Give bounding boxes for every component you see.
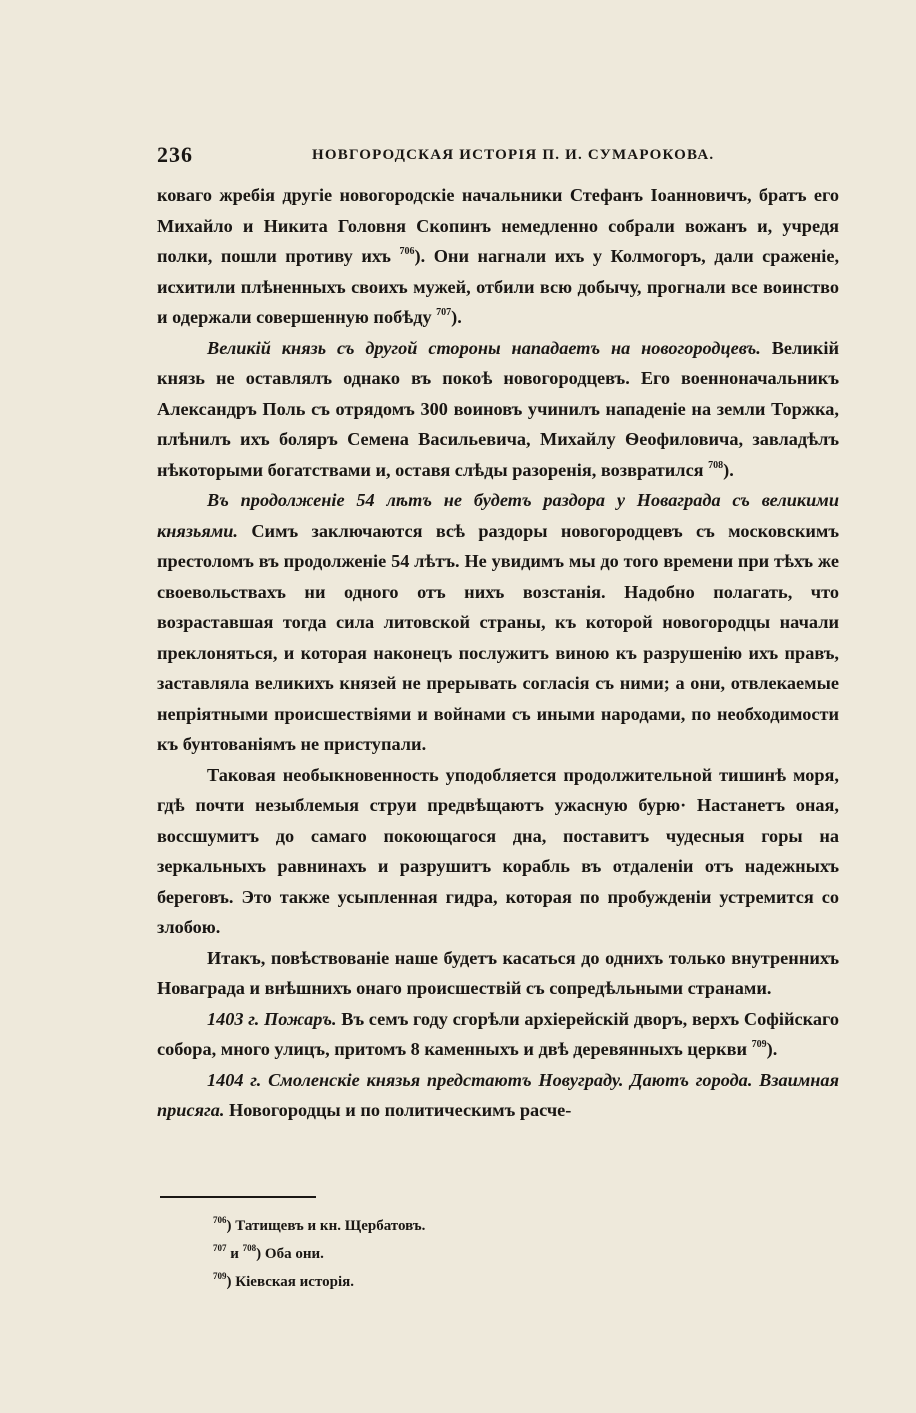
footnote-ref: 706: [399, 246, 415, 257]
paragraph-text: ).: [766, 1039, 778, 1059]
footnote-ref: 707: [436, 307, 452, 318]
paragraph-text: Въ семъ году сгорѣли архіерейскій дворъ, верхъ Софійскаго собора, много улицъ, притомъ 8 каменныхъ и двѣ деревянныхъ церкви: [157, 1008, 839, 1059]
paragraph-text: Таковая необыкновенность уподобляется продолжительной тишинѣ моря, гдѣ почти незыблемыя струи предвѣщаютъ ужасную бурю· Настанетъ оная, воссшумитъ до самаго покоющагося дна, поставитъ чудесныя горы на зеркальныхъ равнинахъ и разрушитъ корабль въ отдаленіи отъ надежныхъ береговъ. Это также усыпленная гидра, которая по пробужденіи устремится со злобою.: [157, 764, 839, 937]
footnote-mark: 708: [242, 1243, 257, 1253]
footnote: [213, 1268, 773, 1296]
paragraph-text: Новогородцы и по политическимъ расче-: [224, 1100, 572, 1120]
paragraph-text: Итакъ, повѣствованіе наше будетъ касаться до однихъ только внутреннихъ Новаграда и внѣшнихъ онаго происшествій съ сопредѣльными странами.: [157, 947, 839, 998]
footnote-ref: 709: [751, 1039, 767, 1050]
page-number: 236: [157, 142, 193, 167]
side-heading: 1404 г. Смоленскіе князья предстаютъ Новуграду. Даютъ города. Взаимная присяга.: [157, 1069, 839, 1120]
footnote-text: ) Татищевъ и кн. Щербатовъ.: [226, 1218, 426, 1234]
paragraph: [157, 1065, 839, 1126]
footnote: [213, 1240, 773, 1268]
footnote: [213, 1212, 773, 1240]
footnote-mark: 709: [213, 1271, 227, 1281]
paragraph: [157, 1004, 839, 1065]
paragraph: [157, 943, 839, 1004]
footnotes: [213, 1212, 773, 1296]
paragraph-text: ).: [451, 307, 462, 327]
page-header: [157, 142, 839, 168]
footnote-mark: 706: [213, 1215, 227, 1225]
paragraph-text: Симъ заключаются всѣ раздоры новогородцевъ съ московскимъ престоломъ въ продолженіе 54 лѣтъ. Не увидимъ мы до того времени при тѣхъ же своевольствахъ ни одного отъ нихъ возстанія. Надобно полагать, что возраставшая тогда сила литовской страны, къ которой новогородцы начали преклоняться, и которая наконецъ послужитъ виною къ разрушенію ихъ правъ, заставляла великихъ князей не прерывать согласія съ ними; а они, отвлекаемые непріятными происшествіями и войнами съ иными народами, по необходимости къ бунтованіямъ не приступали.: [157, 520, 839, 754]
side-heading: 1403 г. Пожаръ.: [207, 1008, 337, 1029]
footnote-divider: [160, 1196, 316, 1198]
side-heading: Великій князь съ другой стороны нападаетъ на новогородцевъ.: [207, 337, 761, 358]
footnote-ref: 708: [708, 459, 724, 471]
paragraph-text: ).: [723, 459, 734, 480]
paragraph: [157, 180, 839, 333]
paragraph-text: коваго жребія другіе новогородскіе начальники Стефанъ Іоанновичъ, братъ его Михайло и Никита Головня Скопинъ немедленно собрали вожанъ и, учредя полки, пошли противу ихъ: [157, 185, 839, 266]
side-heading: Въ продолженіе 54 лѣтъ не будетъ раздора у Новаграда съ великими князьями.: [157, 490, 839, 541]
footnote-join: и: [226, 1246, 243, 1262]
body-text: [157, 180, 839, 1126]
footnote-mark: 707: [213, 1243, 227, 1253]
paragraph: [157, 760, 839, 943]
paragraph: [157, 485, 839, 760]
footnote-text: ) Кіевская исторія.: [226, 1274, 355, 1290]
paragraph-text: Великій князь не оставлялъ однако въ покоѣ новогородцевъ. Его военноначальникъ Александръ Поль съ отрядомъ 300 воиновъ учинилъ нападеніе на земли Торжка, плѣнилъ ихъ боляръ Семена Васильевича, Михайлу Ѳеофиловича, завладѣлъ нѣкоторыми богатствами и, оставя слѣды разоренія, возвратился: [157, 337, 839, 480]
running-title: НОВГОРОДСКАЯ ИСТОРІЯ П. И. СУМАРОКОВА.: [312, 147, 715, 163]
footnote-text: ) Оба они.: [256, 1246, 324, 1262]
paragraph-text: ). Они нагнали ихъ у Колмогоръ, дали сраженіе, исхитили плѣненныхъ своихъ мужей, отбили всю добычу, прогнали все воинство и одержали совершенную побѣду: [157, 246, 840, 327]
paragraph: [157, 333, 839, 486]
